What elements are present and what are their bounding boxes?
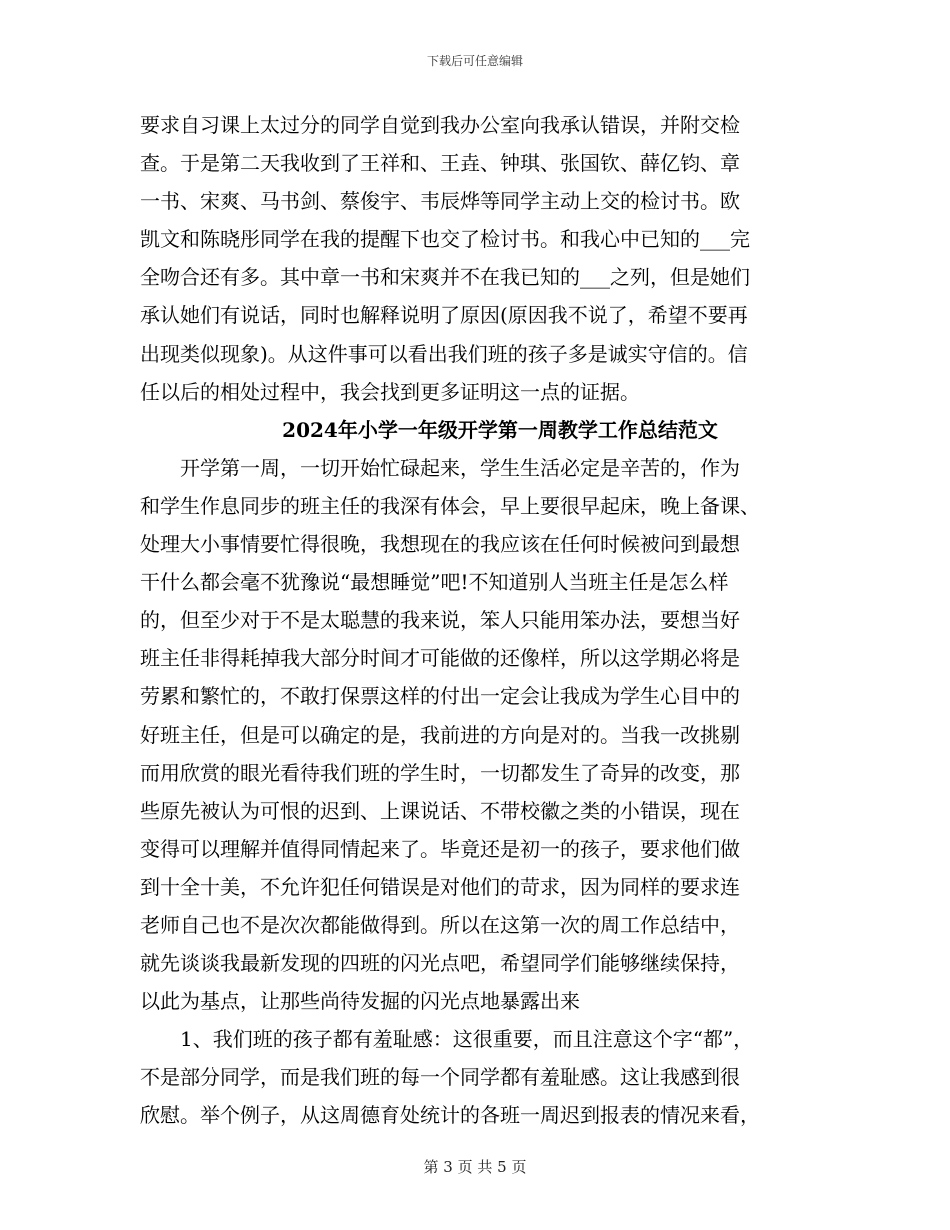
text-line: 而用欣赏的眼光看待我们班的学生时，一切都发生了奇异的改变，那 [140,760,740,785]
text-line: 以此为基点，让那些尚待发掘的闪光点地暴露出来 [140,989,580,1014]
page-header: 下载后可任意编辑 [426,54,523,68]
text-line: 1、我们班的孩子都有羞耻感：这很重要，而且注意这个字“都”， [140,1027,754,1052]
text-line: 凯文和陈晓彤同学在我的提醒下也交了检讨书。和我心中已知的___完 [140,227,750,252]
text-line: 和学生作息同步的班主任的我深有体会，早上要很早起床，晚上备课、 [140,493,760,518]
text-line: 不是部分同学，而是我们班的每一个同学都有羞耻感。这让我感到很 [140,1065,740,1090]
paragraph-2 [140,449,820,1020]
document-body [140,106,820,1135]
text-line: 的，但至少对于不是太聪慧的我来说，笨人只能用笨办法，要想当好 [140,608,740,633]
text-line: 一书、宋爽、马书剑、蔡俊宇、韦辰烨等同学主动上交的检讨书。欧 [140,189,740,214]
text-line: 到十全十美，不允许犯任何错误是对他们的苛求，因为同样的要求连 [140,874,740,899]
text-line: 好班主任，但是可以确定的是，我前进的方向是对的。当我一改挑剔 [140,722,740,747]
text-line: 处理大小事情要忙得很晚，我想现在的我应该在任何时候被问到最想 [140,532,740,557]
text-line: 就先谈谈我最新发现的四班的闪光点吧，希望同学们能够继续保持， [140,951,740,976]
text-line: 干什么都会毫不犹豫说“最想睡觉”吧!不知道别人当班主任是怎么样 [140,570,729,595]
text-line: 要求自习课上太过分的同学自觉到我办公室向我承认错误，并附交检 [140,113,740,137]
text-line: 承认她们有说话，同时也解释说明了原因(原因我不说了，希望不要再 [140,303,748,328]
text-line: 老师自己也不是次次都能做得到。所以在这第一次的周工作总结中， [140,912,740,937]
text-line: 任以后的相处过程中，我会找到更多证明这一点的证据。 [140,379,640,404]
paragraph-1 [140,106,820,411]
text-line: 班主任非得耗掉我大部分时间才可能做的还像样，所以这学期必将是 [140,646,740,671]
text-line: 劳累和繁忙的，不敢打保票这样的付出一定会让我成为学生心目中的 [140,684,740,709]
text-line: 变得可以理解并值得同情起来了。毕竟还是初一的孩子，要求他们做 [140,836,740,861]
text-line: 欣慰。举个例子，从这周德育处统计的各班一周迟到报表的情况来看， [140,1103,760,1128]
section-title: 2024年小学一年级开学第一周教学工作总结范文 [282,417,718,442]
paragraph-3 [140,1020,820,1134]
page-footer: 第 3 页 共 5 页 [423,1158,527,1176]
text-line: 些原先被认为可恨的迟到、上课说话、不带校徽之类的小错误，现在 [140,798,740,823]
text-line: 查。于是第二天我收到了王祥和、王垚、钟琪、张国钦、薛亿钧、章 [140,151,740,176]
text-line: 出现类似现象)。从这件事可以看出我们班的孩子多是诚实守信的。信 [140,341,748,366]
text-line: 全吻合还有多。其中章一书和宋爽并不在我已知的___之列，但是她们 [140,265,750,290]
text-line: 开学第一周，一切开始忙碌起来，学生生活必定是辛苦的，作为 [140,455,740,480]
